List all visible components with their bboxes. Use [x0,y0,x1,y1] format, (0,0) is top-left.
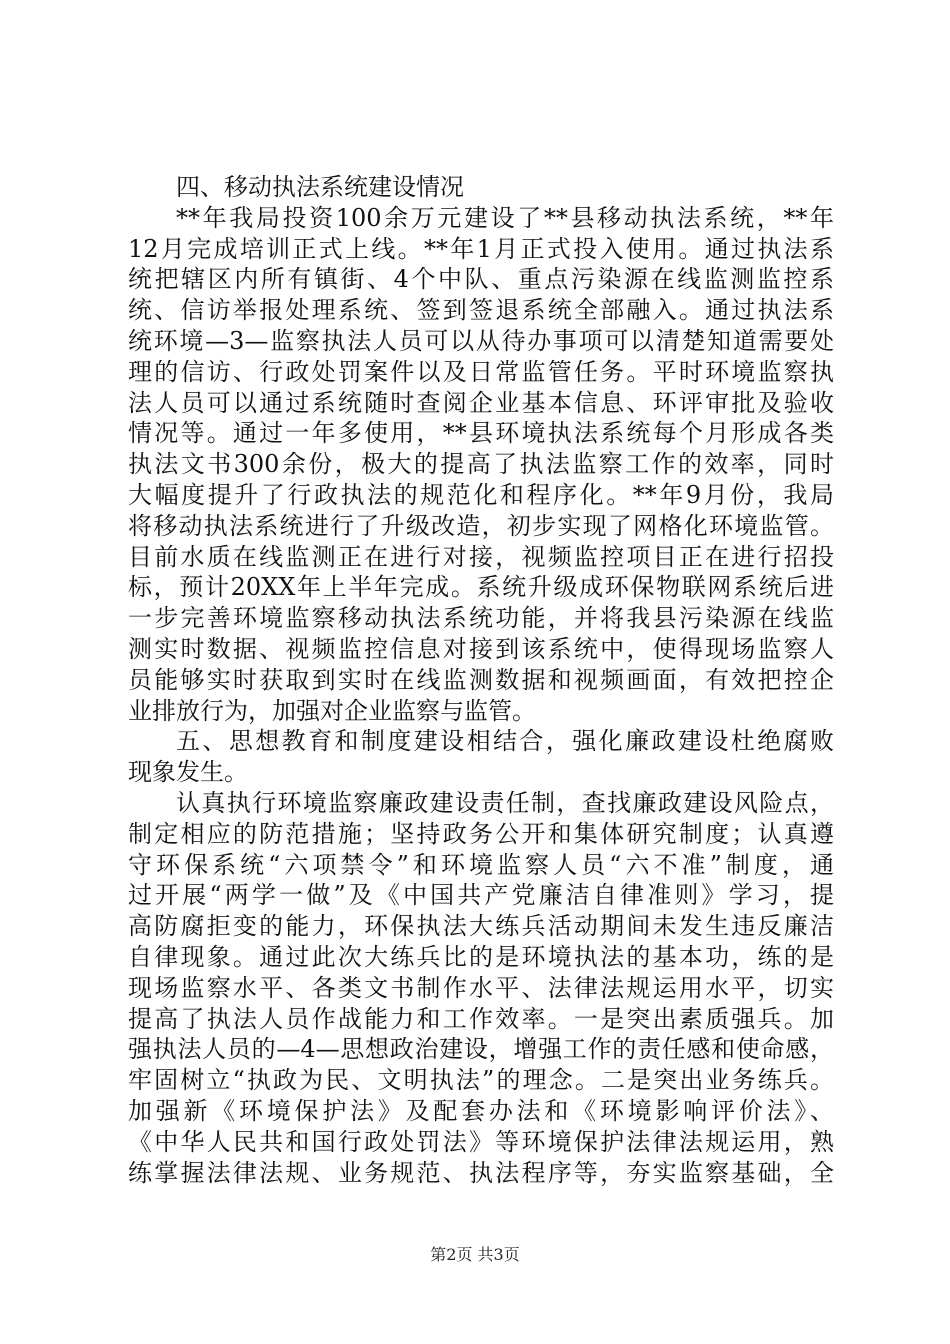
text-line: 牢固树立“执政为民、文明执法”的理念。二是突出业务练兵。 [128,1066,834,1095]
section-heading-4: 四、移动执法系统建设情况 [176,173,464,201]
section-heading-5: 五、思想教育和制度建设相结合，强化廉政建设杜绝腐败 [176,727,834,756]
text-line: 目前水质在线监测正在进行对接，视频监控项目正在进行招投 [128,542,834,571]
text-line: 员能够实时获取到实时在线监测数据和视频画面，有效把控企 [128,665,834,694]
text-line: 统环境—3—监察执法人员可以从待办事项可以清楚知道需要处 [128,326,834,355]
text-line: 12月完成培训正式上线。**年1月正式投入使用。通过执法系 [128,234,834,263]
section-heading-5-cont: 现象发生。 [128,758,248,787]
text-line: 统、信访举报处理系统、签到签退系统全部融入。通过执法系 [128,296,834,325]
text-line: 法人员可以通过系统随时查阅企业基本信息、环评审批及验收 [128,388,834,417]
text-line: 过开展“两学一做”及《中国共产党廉洁自律准则》学习，提 [128,881,834,910]
text-line: 自律现象。通过此次大练兵比的是环境执法的基本功，练的是 [128,942,834,971]
text-line: 《中华人民共和国行政处罚法》等环境保护法律法规运用，熟 [128,1127,834,1156]
text-line: 理的信访、行政处罚案件以及日常监管任务。平时环境监察执 [128,357,834,386]
text-line: 提高了执法人员作战能力和工作效率。一是突出素质强兵。加 [128,1004,834,1033]
text-line: 制定相应的防范措施；坚持政务公开和集体研究制度；认真遵 [128,819,834,848]
text-line: 高防腐拒变的能力，环保执法大练兵活动期间未发生违反廉洁 [128,912,834,941]
text-line: 统把辖区内所有镇街、4个中队、重点污染源在线监测监控系 [128,265,834,294]
text-line: 守环保系统“六项禁令”和环境监察人员“六不准”制度，通 [128,850,834,879]
text-line: 强执法人员的—4—思想政治建设，增强工作的责任感和使命感， [128,1035,834,1064]
text-line: 将移动执法系统进行了升级改造，初步实现了网格化环境监管。 [128,511,834,540]
text-line: 练掌握法律法规、业务规范、执法程序等，夯实监察基础，全 [128,1158,834,1187]
text-line: 标，预计20XX年上半年完成。系统升级成环保物联网系统后进 [128,573,834,602]
text-line: 情况等。通过一年多使用，**县环境执法系统每个月形成各类 [128,419,834,448]
text-line: 测实时数据、视频监控信息对接到该系统中，使得现场监察人 [128,634,834,663]
text-line: 现场监察水平、各类文书制作水平、法律法规运用水平，切实 [128,973,834,1002]
text-line: 业排放行为，加强对企业监察与监管。 [128,696,536,725]
text-line: 大幅度提升了行政执法的规范化和程序化。**年9月份，我局 [128,480,834,509]
text-line: **年我局投资100余万元建设了**县移动执法系统，**年 [176,203,834,232]
text-line: 加强新《环境保护法》及配套办法和《环境影响评价法》、 [128,1096,834,1125]
document-body [128,172,834,1188]
text-line: 一步完善环境监察移动执法系统功能，并将我县污染源在线监 [128,604,834,633]
text-line: 认真执行环境监察廉政建设责任制，查找廉政建设风险点， [176,788,834,817]
page-number: 第2页 共3页 [430,1245,520,1264]
text-line: 执法文书300余份，极大的提高了执法监察工作的效率，同时 [128,450,834,479]
